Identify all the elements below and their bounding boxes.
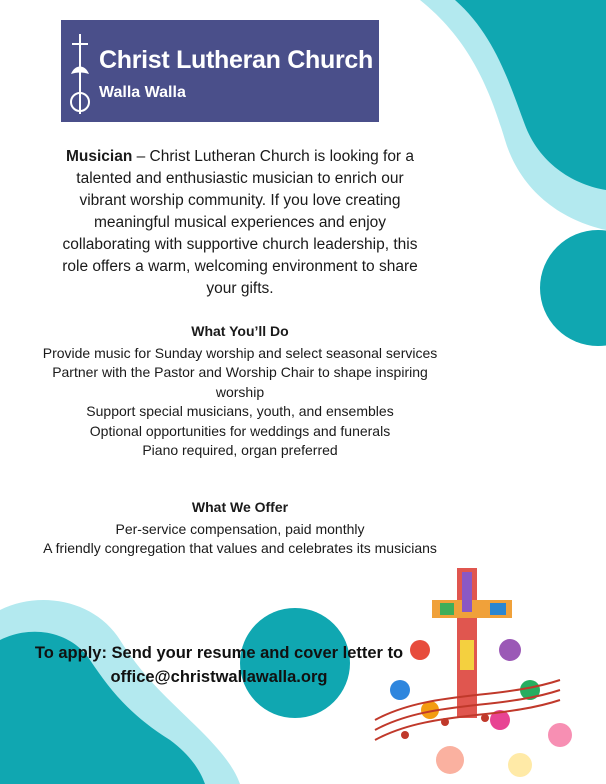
- what-we-offer-section: [30, 498, 450, 559]
- right-circle: [540, 230, 606, 346]
- luther-cross-icon: [67, 34, 93, 114]
- apply-text: To apply: Send your resume and cover letter to: [34, 644, 404, 662]
- church-name: Christ Lutheran Church: [99, 46, 373, 74]
- apply-instructions: [14, 641, 424, 689]
- duty-item: Optional opportunities for weddings and funerals: [89, 422, 391, 439]
- intro-text: – Christ Lutheran Church is looking for a talented and enthusiastic musician to enrich our vibrant worship community. If you love creating meaningful musical experiences and enjoy collaborating with supportive church leadership, this role offers a warm, welcoming environment to share your gifts.: [62, 148, 418, 297]
- offer-item: Per-service compensation, paid monthly: [115, 520, 365, 537]
- duty-item: Piano required, organ preferred: [142, 442, 338, 458]
- duty-item: Support special musicians, youth, and ensembles: [86, 403, 394, 419]
- role-title: Musician: [65, 148, 133, 165]
- church-logo: [61, 20, 379, 122]
- offer-item: A friendly congregation that values and celebrates its musicians: [43, 540, 437, 556]
- what-you-do-section: [30, 322, 450, 461]
- duty-item: Partner with the Pastor and Worship Chair to shape inspiring worship: [52, 364, 428, 400]
- what-you-do-heading: What You’ll Do: [191, 323, 289, 339]
- duty-item: Provide music for Sunday worship and select seasonal services: [42, 344, 438, 361]
- what-we-offer-heading: What We Offer: [191, 499, 289, 515]
- church-city: Walla Walla: [99, 84, 186, 101]
- intro-paragraph: [60, 146, 420, 300]
- apply-email[interactable]: office@christwallawalla.org: [110, 668, 328, 686]
